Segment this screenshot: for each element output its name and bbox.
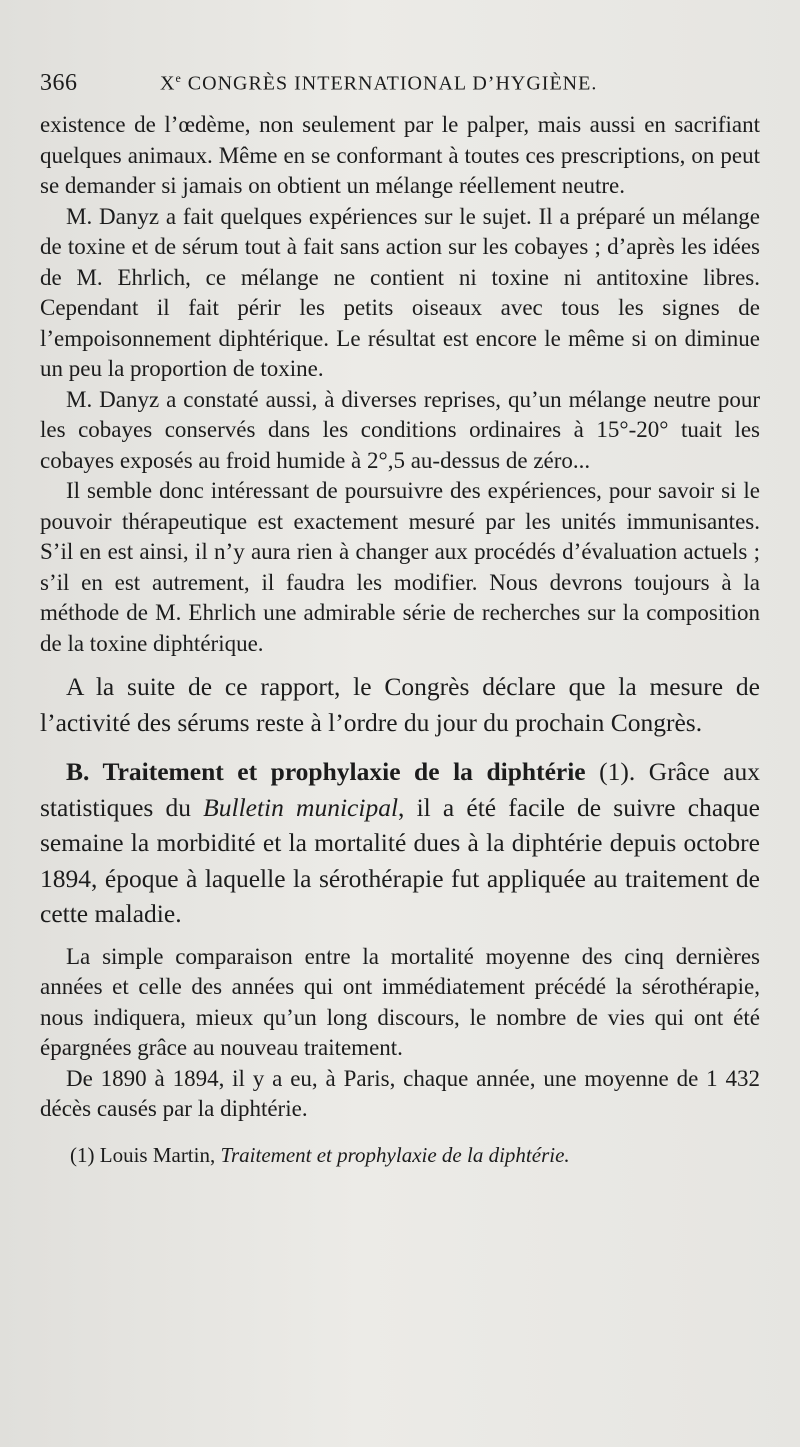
- footnote-title: Traitement et prophylaxie de la diphtérie.: [220, 1142, 570, 1167]
- section-b-text-a: Grâce aux statistiques du: [40, 757, 760, 822]
- page-header: [40, 70, 760, 110]
- section-b-paragraph: [40, 754, 760, 932]
- running-title-sup: e: [175, 71, 182, 86]
- section-b-heading: B. Traitement et prophylaxie de la diphtérie: [66, 757, 586, 786]
- paragraph-conclusion-ehrlich: Il semble donc intéressant de poursuivre des expériences, pour savoir si le pouvoir thérapeutique est exactement mesuré par les unités immunisantes. S’il en est ainsi, il n’y aura rien à changer aux procédés d’évaluation actuels ; s’il en est autrement, il faudra les modifier. Nous devrons toujours à la méthode de M. Ehrlich une admirable série de recherches sur la composition de la toxine diphtérique.: [40, 478, 760, 656]
- paragraph-comparaison: La simple comparaison entre la mortalité moyenne des cinq dernières années et celle des années qui ont immédiatement précédé la sérothérapie, nous indiquera, mieux qu’un long discours, le nombre de vies qui ont été épargnées grâce au nouveau traitement.: [40, 943, 760, 1060]
- footnote-label: (1) Louis Martin,: [70, 1142, 221, 1167]
- section-b-text-b: , il a été facile de suivre chaque semaine la morbidité et la mortalité dues à la diphtérie depuis octobre 1894, époque à laquelle la sérothérapie fut appliquée au traitement de cette maladie.: [40, 792, 760, 928]
- running-title-x: X: [160, 73, 176, 95]
- paragraph-statistique: De 1890 à 1894, il y a eu, à Paris, chaque année, une moyenne de 1 432 décès causés par la diphtérie.: [40, 1065, 760, 1121]
- running-title-rest: CONGRÈS INTERNATIONAL D’HYGIÈNE.: [181, 73, 598, 95]
- bulletin-municipal: Bulletin municipal: [203, 792, 399, 822]
- page-number: 366: [40, 70, 78, 96]
- paragraph-oedeme: existence de l’œdème, non seulement par le palper, mais aussi en sacrifiant quelques animaux. Même en se conformant à toutes ces prescriptions, on peut se demander si jamais on obtient un mélange réellement neutre.: [40, 112, 760, 198]
- paragraph-congres-declaration: A la suite de ce rapport, le Congrès déclare que la mesure de l’activité des sérums reste à l’ordre du jour du prochain Congrès.: [40, 672, 760, 737]
- paragraph-danyz-froid: M. Danyz a constaté aussi, à diverses reprises, qu’un mélange neutre pour les cobayes conservés dans les conditions ordinaires à 15°-20° tuait les cobayes exposés au froid humide à 2°,5 au-dessus de zéro...: [40, 386, 760, 473]
- footnote: [40, 1141, 760, 1169]
- paragraph-danyz-experiences: M. Danyz a fait quelques expériences sur le sujet. Il a préparé un mélange de toxine et de sérum tout à fait sans action sur les cobayes ; d’après les idées de M. Ehrlich, ce mélange ne contient ni toxine ni antitoxine libres. Cependant il fait périr les petits oiseaux avec tous les signes de l’empoisonnement diphtérique. Le résultat est encore le même si on diminue un peu la proportion de toxine.: [40, 203, 760, 381]
- footnote-ref: (1).: [585, 757, 636, 786]
- running-title: [160, 71, 597, 96]
